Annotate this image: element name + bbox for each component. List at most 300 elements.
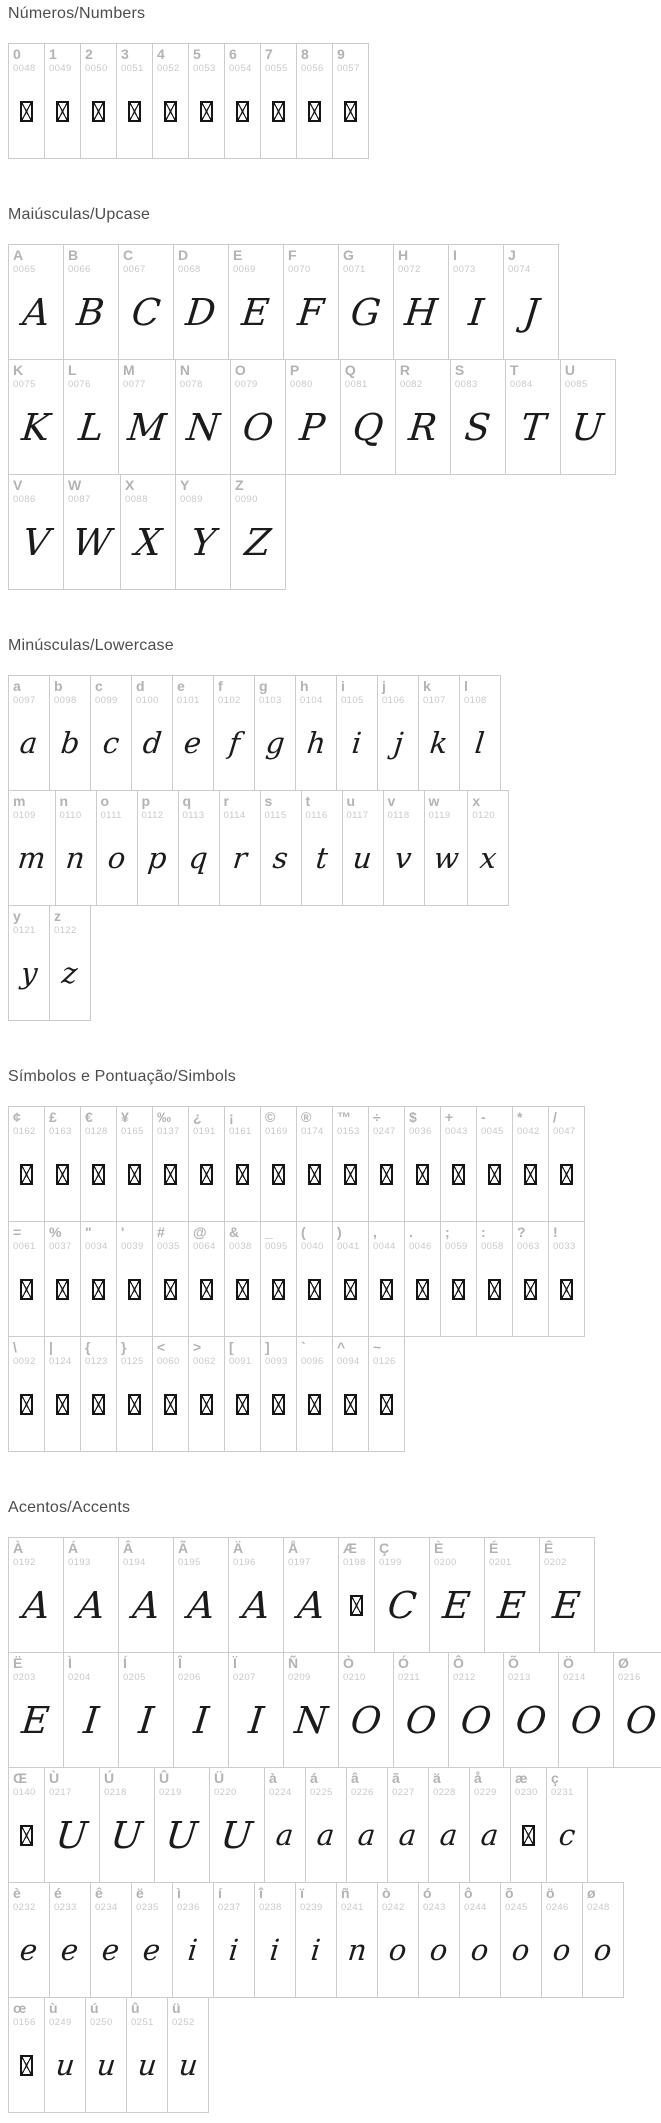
glyph-cell	[173, 1537, 229, 1653]
glyph-cell	[118, 359, 176, 475]
cell-code-label: 0205	[123, 1672, 146, 1683]
cell-head	[369, 1222, 404, 1253]
cell-character-label: D	[178, 247, 189, 263]
glyph-cell	[49, 1882, 91, 1998]
cell-code-label: 0071	[343, 264, 366, 275]
cell-code-label: 0036	[409, 1126, 432, 1137]
script-glyph: O	[458, 1699, 494, 1743]
glyph-area	[45, 1368, 80, 1451]
glyph-cell	[548, 1221, 585, 1337]
cell-character-label: \	[13, 1339, 17, 1355]
cell-head	[261, 44, 296, 75]
cell-character-label: P	[289, 362, 300, 378]
cell-head	[9, 1883, 49, 1914]
glyph-area	[225, 1253, 260, 1336]
glyph-area	[97, 822, 137, 905]
cell-code-label: 0115	[264, 810, 287, 821]
glyph-cell	[44, 1106, 81, 1222]
cell-code-label: 0111	[100, 810, 122, 821]
glyph-cell	[116, 43, 153, 159]
glyph-area	[225, 1138, 260, 1221]
cell-character-label: I	[453, 247, 457, 263]
cell-head	[45, 44, 80, 75]
script-glyph: B	[75, 291, 107, 335]
glyph-area	[117, 1253, 152, 1336]
cell-character-label: í	[218, 1885, 222, 1901]
glyph-cell	[260, 1221, 297, 1337]
glyph-area	[9, 937, 49, 1020]
glyph-area	[297, 1368, 332, 1451]
cell-code-label: 0042	[517, 1126, 540, 1137]
glyph-cell	[450, 359, 506, 475]
missing-glyph-box-icon	[56, 101, 69, 122]
cell-character-label: ®	[301, 1109, 312, 1125]
cell-character-label: K	[13, 362, 24, 378]
glyph-row	[8, 1537, 653, 1653]
cell-head	[153, 44, 188, 75]
cell-code-label: 0089	[180, 494, 203, 505]
cell-character-label: Œ	[13, 1770, 27, 1786]
glyph-cell	[55, 790, 97, 906]
cell-character-label: Ñ	[288, 1655, 299, 1671]
script-glyph: a	[438, 1818, 460, 1853]
cell-code-label: 0049	[49, 63, 72, 74]
glyph-cell	[178, 790, 220, 906]
glyph-area	[45, 1799, 99, 1882]
cell-head	[81, 1337, 116, 1368]
cell-head	[339, 245, 393, 276]
cell-character-label: Ó	[398, 1655, 409, 1671]
script-glyph: O	[568, 1699, 604, 1743]
cell-character-label: o	[100, 793, 110, 809]
glyph-area	[337, 1914, 377, 1997]
glyph-area	[396, 391, 450, 474]
glyph-section	[8, 636, 653, 1021]
cell-head	[189, 1107, 224, 1138]
cell-code-label: 0110	[59, 810, 82, 821]
cell-head	[9, 1538, 63, 1569]
cell-character-label: w	[428, 793, 440, 809]
script-glyph: e	[59, 1933, 81, 1968]
cell-code-label: 0083	[454, 379, 478, 390]
cell-head	[121, 475, 175, 506]
glyph-cell	[393, 244, 449, 360]
cell-character-label: Å	[288, 1540, 299, 1556]
glyph-area	[468, 822, 508, 905]
script-glyph: A	[185, 1584, 217, 1628]
cell-code-label: 0249	[49, 2017, 72, 2028]
cell-code-label: 0075	[13, 379, 36, 390]
cell-character-label: U	[564, 362, 576, 378]
glyph-area	[297, 1138, 332, 1221]
cell-character-label: Ò	[343, 1655, 354, 1671]
cell-head	[339, 1653, 393, 1684]
glyph-area	[339, 276, 393, 359]
script-glyph: f	[226, 726, 242, 761]
cell-head	[119, 245, 173, 276]
cell-code-label: 0085	[564, 379, 588, 390]
cell-code-label: 0055	[265, 63, 288, 74]
cell-head	[333, 1337, 368, 1368]
cell-character-label: O	[234, 362, 246, 378]
cell-code-label: 0244	[464, 1902, 487, 1913]
missing-glyph-box-icon	[488, 1279, 501, 1300]
glyph-section	[8, 205, 653, 590]
glyph-area	[231, 506, 285, 589]
cell-code-label: 0114	[223, 810, 246, 821]
glyph-area	[261, 822, 301, 905]
glyph-cell	[476, 1221, 513, 1337]
glyph-area	[210, 1799, 264, 1882]
cell-code-label: 0038	[229, 1241, 252, 1252]
cell-character-label: n	[59, 793, 69, 809]
cell-character-label: ò	[382, 1885, 391, 1901]
cell-character-label: :	[481, 1224, 486, 1240]
cell-head	[174, 1653, 228, 1684]
script-glyph: S	[462, 406, 493, 450]
glyph-row	[8, 1106, 653, 1222]
cell-character-label: !	[553, 1224, 558, 1240]
cell-code-label: 0056	[301, 63, 324, 74]
script-glyph: X	[132, 521, 164, 565]
cell-character-label: Ú	[104, 1770, 115, 1786]
cell-character-label: E	[233, 247, 243, 263]
glyph-area	[173, 707, 213, 790]
cell-code-label: 0243	[423, 1902, 446, 1913]
script-glyph: u	[94, 2048, 118, 2083]
cell-head	[189, 44, 224, 75]
cell-character-label: C	[123, 247, 134, 263]
glyph-section	[8, 4, 653, 159]
glyph-area	[81, 75, 116, 158]
cell-head	[153, 1337, 188, 1368]
cell-code-label: 0078	[179, 379, 203, 390]
script-glyph: Q	[350, 406, 386, 450]
glyph-area	[614, 1684, 661, 1767]
cell-character-label: ¡	[229, 1109, 234, 1125]
cell-character-label: k	[423, 678, 431, 694]
glyph-cell	[332, 1106, 369, 1222]
cell-character-label: ÷	[373, 1109, 381, 1125]
cell-character-label: ó	[423, 1885, 432, 1901]
glyph-cell	[8, 244, 64, 360]
glyph-area	[306, 1799, 346, 1882]
cell-code-label: 0074	[508, 264, 531, 275]
script-glyph: j	[391, 726, 405, 761]
cell-character-label: t	[305, 793, 311, 809]
cell-head	[284, 245, 338, 276]
glyph-cell	[503, 244, 559, 360]
glyph-row	[8, 675, 653, 791]
cell-character-label: ù	[49, 2000, 58, 2016]
glyph-cell	[505, 359, 561, 475]
glyph-table	[8, 675, 653, 1021]
cell-code-label: 0069	[233, 264, 256, 275]
script-glyph: O	[240, 406, 276, 450]
cell-character-label: €	[85, 1109, 93, 1125]
glyph-area	[229, 1684, 283, 1767]
cell-character-label: ©	[265, 1109, 276, 1125]
cell-code-label: 0174	[301, 1126, 324, 1137]
glyph-cell	[8, 790, 56, 906]
cell-head	[45, 1222, 80, 1253]
cell-code-label: 0063	[517, 1241, 540, 1252]
cell-head	[225, 1222, 260, 1253]
glyph-area	[45, 2029, 85, 2112]
glyph-cell	[8, 1997, 45, 2113]
cell-character-label: u	[346, 793, 356, 809]
cell-character-label: A	[13, 247, 24, 263]
cell-code-label: 0250	[90, 2017, 113, 2028]
glyph-cell	[582, 1882, 624, 1998]
glyph-area	[64, 391, 118, 474]
glyph-cell	[448, 1652, 504, 1768]
cell-character-label: Í	[123, 1655, 127, 1671]
glyph-area	[333, 1368, 368, 1451]
glyph-cell	[120, 474, 176, 590]
cell-code-label: 0236	[177, 1902, 200, 1913]
cell-code-label: 0204	[68, 1672, 91, 1683]
cell-code-label: 0241	[341, 1902, 364, 1913]
glyph-table	[8, 1537, 659, 2113]
glyph-area	[119, 1569, 173, 1652]
cell-character-label: 5	[193, 46, 201, 62]
glyph-cell	[377, 1882, 419, 1998]
cell-character-label: X	[125, 477, 135, 493]
cell-character-label: 9	[337, 46, 345, 62]
glyph-row	[8, 1997, 653, 2113]
glyph-cell	[332, 1221, 369, 1337]
missing-glyph-box-icon	[20, 1279, 33, 1300]
cell-head	[97, 791, 137, 822]
cell-head	[45, 1768, 99, 1799]
cell-code-label: 0211	[398, 1672, 421, 1683]
glyph-cell	[295, 1882, 337, 1998]
glyph-cell	[374, 1537, 430, 1653]
cell-head	[9, 245, 63, 276]
cell-code-label: 0124	[49, 1356, 72, 1367]
glyph-cell	[558, 1652, 614, 1768]
cell-character-label: â	[351, 1770, 359, 1786]
glyph-row	[8, 244, 653, 360]
script-glyph: H	[402, 291, 440, 335]
cell-head	[384, 791, 424, 822]
glyph-area	[284, 1569, 338, 1652]
glyph-area	[176, 391, 230, 474]
cell-head	[153, 1222, 188, 1253]
glyph-cell	[80, 1336, 117, 1452]
script-glyph: D	[183, 291, 219, 335]
glyph-area	[394, 276, 448, 359]
section-title: Números/Numbers	[8, 5, 146, 22]
script-glyph: o	[469, 1933, 491, 1968]
glyph-area	[81, 1368, 116, 1451]
glyph-cell	[131, 675, 173, 791]
cell-head	[91, 676, 131, 707]
glyph-area	[153, 75, 188, 158]
section-title: Maiúsculas/Upcase	[8, 206, 151, 223]
missing-glyph-box-icon	[272, 1394, 285, 1415]
glyph-area	[419, 707, 459, 790]
cell-code-label: 0198	[343, 1557, 366, 1568]
cell-character-label: F	[288, 247, 297, 263]
script-glyph: U	[570, 406, 606, 450]
cell-character-label: î	[259, 1885, 263, 1901]
glyph-area	[119, 1684, 173, 1767]
missing-glyph-box-icon	[164, 101, 177, 122]
script-glyph: c	[101, 726, 121, 761]
cell-head	[214, 1883, 254, 1914]
cell-head	[451, 360, 505, 391]
glyph-area	[9, 707, 49, 790]
script-glyph: a	[274, 1818, 296, 1853]
cell-head	[255, 1883, 295, 1914]
script-glyph: N	[292, 1699, 330, 1743]
script-glyph: V	[20, 521, 52, 565]
cell-code-label: 0065	[13, 264, 36, 275]
glyph-area	[261, 1253, 296, 1336]
glyph-cell	[548, 1106, 585, 1222]
glyph-cell	[338, 1652, 394, 1768]
cell-code-label: 0229	[474, 1787, 497, 1798]
glyph-cell	[546, 1767, 588, 1883]
cell-head	[168, 1998, 208, 2029]
glyph-cell	[418, 1882, 460, 1998]
cell-character-label: ø	[587, 1885, 596, 1901]
missing-glyph-box-icon	[308, 1394, 321, 1415]
script-glyph: E	[441, 1584, 473, 1628]
glyph-area	[179, 822, 219, 905]
cell-head	[9, 1107, 44, 1138]
cell-character-label: ¥	[121, 1109, 129, 1125]
script-glyph: E	[551, 1584, 583, 1628]
script-glyph: U	[164, 1814, 200, 1858]
cell-character-label: #	[157, 1224, 165, 1240]
glyph-area	[50, 707, 90, 790]
section-title: Minúsculas/Lowercase	[8, 637, 174, 654]
cell-character-label: Ô	[453, 1655, 464, 1671]
glyph-area	[119, 391, 175, 474]
glyph-area	[394, 1684, 448, 1767]
cell-head	[64, 360, 118, 391]
cell-character-label: L	[68, 362, 77, 378]
cell-code-label: 0251	[131, 2017, 154, 2028]
glyph-cell	[63, 1537, 119, 1653]
glyph-cell	[230, 359, 286, 475]
cell-code-label: 0226	[351, 1787, 374, 1798]
glyph-cell	[448, 244, 504, 360]
cell-head	[138, 791, 178, 822]
glyph-area	[127, 2029, 167, 2112]
cell-code-label: 0033	[553, 1241, 576, 1252]
cell-character-label: @	[193, 1224, 207, 1240]
cell-code-label: 0072	[398, 264, 421, 275]
script-glyph: i	[268, 1933, 282, 1968]
glyph-area	[9, 276, 63, 359]
cell-head	[449, 1653, 503, 1684]
section-title: Acentos/Accents	[8, 1499, 131, 1516]
glyph-cell	[8, 1882, 50, 1998]
glyph-cell	[377, 675, 419, 791]
glyph-area	[117, 75, 152, 158]
missing-glyph-box-icon	[200, 1394, 213, 1415]
glyph-area	[506, 391, 560, 474]
cell-code-label: 0197	[288, 1557, 311, 1568]
cell-character-label: a	[13, 678, 21, 694]
cell-code-label: 0116	[305, 810, 328, 821]
script-glyph: J	[521, 291, 541, 335]
cell-character-label: 8	[301, 46, 309, 62]
cell-head	[119, 1653, 173, 1684]
glyph-cell	[49, 675, 91, 791]
cell-code-label: 0126	[373, 1356, 396, 1367]
cell-character-label: R	[399, 362, 411, 378]
cell-code-label: 0191	[193, 1126, 216, 1137]
cell-head	[9, 676, 49, 707]
glyph-row	[8, 1336, 653, 1452]
cell-code-label: 0207	[233, 1672, 256, 1683]
missing-glyph-box-icon	[56, 1394, 69, 1415]
cell-character-label: d	[136, 678, 145, 694]
cell-head	[333, 44, 368, 75]
missing-glyph-box-icon	[56, 1279, 69, 1300]
cell-head	[86, 1998, 126, 2029]
cell-code-label: 0121	[13, 925, 36, 936]
glyph-cell	[188, 1221, 225, 1337]
cell-head	[261, 1107, 296, 1138]
cell-head	[173, 676, 213, 707]
cell-head	[261, 1222, 296, 1253]
glyph-area	[405, 1253, 440, 1336]
cell-code-label: 0196	[233, 1557, 256, 1568]
glyph-area	[384, 822, 424, 905]
cell-head	[91, 1883, 131, 1914]
glyph-cell	[8, 1537, 64, 1653]
glyph-cell	[459, 1882, 501, 1998]
glyph-area	[583, 1914, 623, 1997]
cell-character-label: l	[464, 678, 468, 694]
missing-glyph-box-icon	[200, 1164, 213, 1185]
cell-code-label: 0120	[472, 810, 496, 821]
cell-character-label: ô	[464, 1885, 473, 1901]
cell-code-label: 0217	[49, 1787, 72, 1798]
missing-glyph-box-icon	[20, 1394, 33, 1415]
script-glyph: A	[20, 291, 52, 335]
script-glyph: E	[240, 291, 272, 335]
glyph-cell	[296, 1221, 333, 1337]
cell-character-label: *	[517, 1109, 523, 1125]
cell-head	[460, 1883, 500, 1914]
glyph-area	[470, 1799, 510, 1882]
cell-character-label: '	[121, 1224, 125, 1240]
glyph-area	[343, 822, 383, 905]
missing-glyph-box-icon	[128, 1279, 141, 1300]
script-glyph: O	[348, 1699, 384, 1743]
script-glyph: r	[230, 841, 249, 876]
script-glyph: u	[53, 2048, 77, 2083]
cell-character-label: ú	[90, 2000, 99, 2016]
script-glyph: o	[106, 841, 128, 876]
glyph-cell	[152, 43, 189, 159]
missing-glyph-box-icon	[92, 1164, 105, 1185]
cell-code-label: 0039	[121, 1241, 144, 1252]
cell-code-label: 0108	[464, 695, 487, 706]
cell-head	[64, 245, 118, 276]
cell-code-label: 0248	[587, 1902, 610, 1913]
cell-character-label: ~	[373, 1339, 382, 1355]
missing-glyph-box-icon	[20, 101, 33, 122]
glyph-cell	[131, 1882, 173, 1998]
